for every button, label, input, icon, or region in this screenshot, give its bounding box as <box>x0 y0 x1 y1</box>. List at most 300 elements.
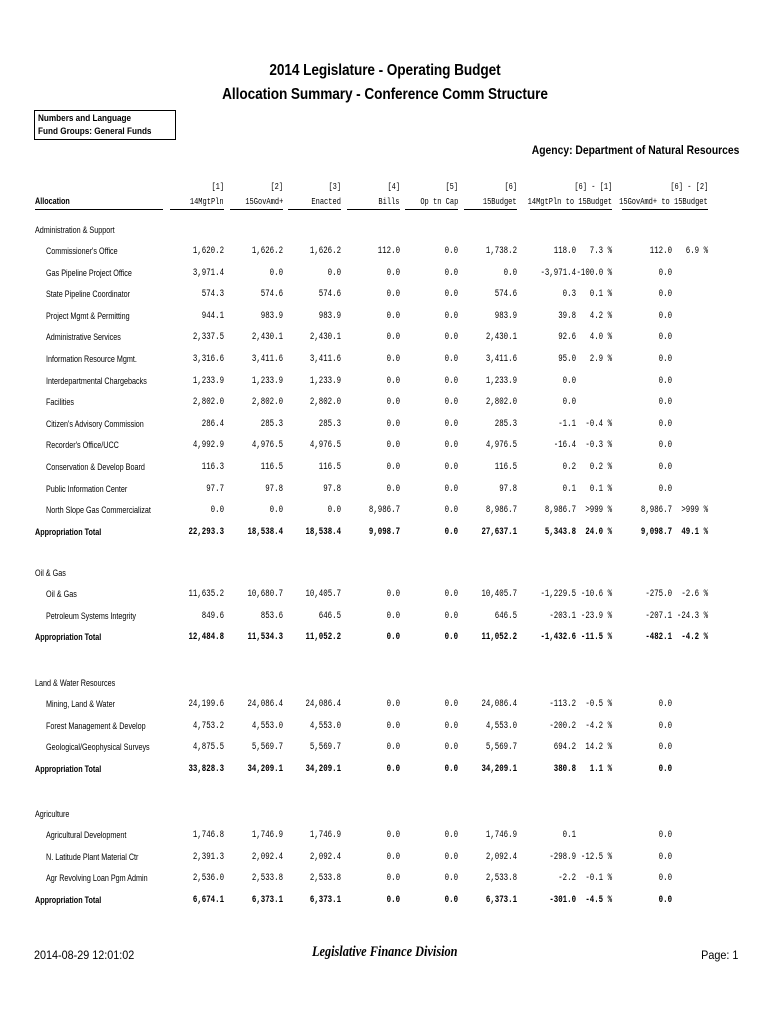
row-value: 116.3 <box>201 462 224 473</box>
row-value: 0.0 <box>658 763 672 775</box>
row-value: -0.5 % <box>585 699 612 710</box>
section-header <box>0 678 770 692</box>
row-value: 1,233.9 <box>192 375 224 387</box>
table-row <box>0 484 770 498</box>
row-value: 0.0 <box>386 462 400 473</box>
row-value: 2,802.0 <box>251 397 283 409</box>
row-value: 0.1 % <box>589 483 612 495</box>
row-value: 0.0 <box>386 589 400 600</box>
row-value: 92.6 <box>558 332 576 344</box>
row-value: 0.0 <box>444 763 458 775</box>
row-value: 0.0 <box>444 526 458 538</box>
row-value: 2,802.0 <box>485 397 517 409</box>
report-subtitle: Allocation Summary - Conference Comm Structure <box>222 86 548 103</box>
column-header-name: 14MgtPln <box>190 196 224 207</box>
row-value: -203.1 <box>549 610 576 622</box>
row-value: 0.0 <box>444 267 458 279</box>
row-value: 0.0 <box>444 873 458 885</box>
row-value: 0.0 <box>386 699 400 710</box>
row-value: 0.0 <box>658 873 672 885</box>
row-value: 0.0 <box>444 332 458 344</box>
fund-box-line1: Numbers and Language <box>38 113 132 124</box>
table-row <box>0 354 770 368</box>
row-value: 2,802.0 <box>309 397 341 409</box>
row-value: 5,569.7 <box>251 742 283 754</box>
table-row <box>0 376 770 390</box>
row-value: 0.0 <box>658 720 672 732</box>
row-value: 0.0 <box>444 589 458 600</box>
table-row <box>0 589 770 603</box>
table-row <box>0 419 770 433</box>
row-value: 11,052.2 <box>481 632 517 644</box>
row-label: Agr Revolving Loan Pgm Admin <box>46 873 148 884</box>
row-value: 4,976.5 <box>251 440 283 452</box>
row-value: 0.0 <box>658 332 672 344</box>
row-value: 8,986.7 <box>485 505 517 517</box>
row-value: 0.0 <box>386 851 400 863</box>
row-value: -1,432.6 <box>540 632 576 644</box>
row-value: -1,229.5 <box>540 589 576 600</box>
row-value: 1,746.9 <box>309 830 341 841</box>
row-value: -298.9 <box>549 851 576 863</box>
row-value: -1.1 <box>558 418 576 430</box>
row-label: Appropriation Total <box>35 894 102 905</box>
footer-datetime: 2014-08-29 12:01:02 <box>34 948 135 962</box>
row-value: 0.0 <box>444 742 458 754</box>
row-value: -2.6 % <box>681 589 708 600</box>
row-label: Oil & Gas <box>46 589 77 599</box>
row-value: 286.4 <box>201 418 224 430</box>
row-value: 12,484.8 <box>188 632 224 644</box>
column-header-name: 15Budget <box>483 196 517 207</box>
row-value: 0.0 <box>444 375 458 387</box>
footer-division <box>0 944 770 961</box>
row-value: 1,626.2 <box>251 246 283 257</box>
row-value: 285.3 <box>260 418 283 430</box>
row-value: 0.0 <box>562 375 576 387</box>
row-value: 0.0 <box>269 267 283 279</box>
row-value: 983.9 <box>260 310 283 322</box>
row-value: 1,233.9 <box>251 375 283 387</box>
row-value: 6,373.1 <box>251 894 283 906</box>
row-value: 2,092.4 <box>309 851 341 863</box>
row-value: 0.0 <box>444 246 458 257</box>
row-value: 4.0 % <box>589 332 612 344</box>
row-label: Project Mgmt & Permitting <box>46 310 130 321</box>
row-value: 2,802.0 <box>192 397 224 409</box>
row-value: 0.0 <box>444 851 458 863</box>
row-value: 11,052.2 <box>305 632 341 644</box>
row-value: 0.0 <box>210 505 224 517</box>
row-value: 1.1 % <box>589 763 612 775</box>
row-value: 34,209.1 <box>305 763 341 775</box>
column-header-name: Op tn Cap <box>420 196 458 207</box>
table-row <box>0 873 770 887</box>
footer-division-text: Legislative Finance Division <box>312 944 458 960</box>
row-value: 380.8 <box>553 763 576 775</box>
table-row <box>0 611 770 625</box>
row-value: 0.0 <box>444 830 458 841</box>
row-value: 853.6 <box>260 610 283 622</box>
row-value: 118.0 <box>553 246 576 257</box>
row-value: 4.2 % <box>589 310 612 322</box>
row-value: 1,746.8 <box>192 830 224 841</box>
row-value: 116.5 <box>494 462 517 473</box>
row-value: 0.0 <box>386 610 400 622</box>
row-value: 10,405.7 <box>481 589 517 600</box>
row-value: 7.3 % <box>589 246 612 257</box>
row-value: 4,553.0 <box>485 720 517 732</box>
row-value: 2,533.8 <box>485 873 517 885</box>
row-value: -23.9 % <box>580 610 612 622</box>
footer-page-number: Page: 1 <box>700 948 738 962</box>
row-value: 0.0 <box>658 354 672 365</box>
row-value: 646.5 <box>318 610 341 622</box>
row-value: -0.4 % <box>585 418 612 430</box>
row-value: -100.0 % <box>576 267 612 279</box>
row-value: 574.6 <box>260 289 283 301</box>
row-value: 24,086.4 <box>305 699 341 710</box>
row-label: Administration & Support <box>35 225 115 235</box>
row-value: 0.0 <box>327 505 341 517</box>
fund-box-line2: Fund Groups: General Funds <box>38 126 152 137</box>
row-label: Mining, Land & Water <box>46 699 115 709</box>
row-value: 116.5 <box>318 462 341 473</box>
row-value: 2,430.1 <box>485 332 517 344</box>
row-value: 3,411.6 <box>251 354 283 365</box>
column-header-name: 14MgtPln to 15Budget <box>527 196 612 207</box>
row-value: 0.0 <box>269 505 283 517</box>
row-value: 0.0 <box>658 742 672 754</box>
row-label: Interdepartmental Chargebacks <box>46 375 147 386</box>
row-value: -113.2 <box>549 699 576 710</box>
column-header-name: Enacted <box>311 196 341 207</box>
row-value: -4.2 % <box>585 720 612 732</box>
row-value: 5,343.8 <box>544 526 576 538</box>
row-value: 4,992.9 <box>192 440 224 452</box>
table-row <box>0 289 770 303</box>
row-value: 0.0 <box>444 462 458 473</box>
row-value: 0.0 <box>386 418 400 430</box>
row-value: 0.0 <box>658 289 672 301</box>
row-value: 0.0 <box>444 699 458 710</box>
row-value: 0.2 % <box>589 462 612 473</box>
row-value: 4,875.5 <box>192 742 224 754</box>
row-value: 0.0 <box>386 873 400 885</box>
row-value: 0.0 <box>444 397 458 409</box>
row-value: 5,569.7 <box>485 742 517 754</box>
row-value: 97.8 <box>323 483 341 495</box>
table-row <box>0 852 770 866</box>
row-value: 5,569.7 <box>309 742 341 754</box>
row-value: 285.3 <box>494 418 517 430</box>
row-label: Land & Water Resources <box>35 678 116 688</box>
row-value: 0.0 <box>386 632 400 644</box>
row-label: Commissioner's Office <box>46 246 118 256</box>
row-value: -16.4 <box>553 440 576 452</box>
row-value: 97.8 <box>265 483 283 495</box>
row-value: -482.1 <box>645 632 672 644</box>
row-value: 6,373.1 <box>485 894 517 906</box>
row-value: 0.0 <box>562 397 576 409</box>
row-value: 24,199.6 <box>188 699 224 710</box>
row-value: -2.2 <box>558 873 576 885</box>
row-value: 1,620.2 <box>192 246 224 257</box>
row-value: 33,828.3 <box>188 763 224 775</box>
row-value: 1,746.9 <box>251 830 283 841</box>
column-header-num: [6] <box>504 181 517 192</box>
row-value: 0.0 <box>386 763 400 775</box>
row-value: 646.5 <box>494 610 517 622</box>
row-value: 0.0 <box>386 440 400 452</box>
row-value: 983.9 <box>494 310 517 322</box>
row-label: Petroleum Systems Integrity <box>46 610 137 621</box>
row-label: Gas Pipeline Project Office <box>46 267 132 278</box>
row-label: North Slope Gas Commercializat <box>46 505 151 516</box>
row-value: 0.0 <box>503 267 517 279</box>
row-value: 0.0 <box>386 397 400 409</box>
row-value: 0.0 <box>386 742 400 754</box>
row-value: 0.0 <box>444 483 458 495</box>
row-value: 3,411.6 <box>485 354 517 365</box>
row-value: 8,986.7 <box>544 505 576 517</box>
row-label: Agricultural Development <box>46 830 127 840</box>
row-value: 0.0 <box>444 310 458 322</box>
row-value: 14.2 % <box>585 742 612 754</box>
row-value: 0.1 <box>562 483 576 495</box>
row-value: 8,986.7 <box>368 505 400 517</box>
row-value: -200.2 <box>549 720 576 732</box>
column-header-name: 15GovAmd+ <box>245 196 283 207</box>
row-label: Forest Management & Develop <box>46 720 146 731</box>
row-value: 34,209.1 <box>481 763 517 775</box>
row-value: 4,753.2 <box>192 720 224 732</box>
row-value: 2,391.3 <box>192 851 224 863</box>
row-value: 2,430.1 <box>251 332 283 344</box>
row-value: 2,536.0 <box>192 873 224 885</box>
row-value: 0.1 <box>562 830 576 841</box>
row-value: 0.0 <box>658 397 672 409</box>
report-title: 2014 Legislature - Operating Budget <box>269 62 501 79</box>
row-value: 116.5 <box>260 462 283 473</box>
table-row <box>0 332 770 346</box>
row-value: 0.0 <box>386 289 400 301</box>
row-label: Facilities <box>46 397 75 408</box>
row-value: 694.2 <box>553 742 576 754</box>
row-value: 97.7 <box>206 483 224 495</box>
row-value: 49.1 % <box>681 526 708 538</box>
row-label: Information Resource Mgmt. <box>46 354 137 364</box>
row-label: State Pipeline Coordinator <box>46 289 131 300</box>
row-value: 2,092.4 <box>485 851 517 863</box>
row-label: Oil & Gas <box>35 568 66 578</box>
row-value: >999 % <box>681 505 708 517</box>
row-value: 0.0 <box>444 440 458 452</box>
row-value: 0.0 <box>386 483 400 495</box>
row-value: -301.0 <box>549 894 576 906</box>
row-value: -11.5 % <box>580 632 612 644</box>
row-value: 1,746.9 <box>485 830 517 841</box>
row-value: 9,098.7 <box>640 526 672 538</box>
row-value: 112.0 <box>649 246 672 257</box>
row-label: Recorder's Office/UCC <box>46 440 119 451</box>
row-label: Conservation & Develop Board <box>46 462 145 472</box>
column-header-num: [1] <box>211 181 224 192</box>
row-value: 0.0 <box>444 894 458 906</box>
row-value: 0.0 <box>658 851 672 863</box>
row-value: 0.0 <box>658 310 672 322</box>
table-row <box>0 721 770 735</box>
table-row <box>0 699 770 713</box>
row-value: 849.6 <box>201 610 224 622</box>
row-value: 34,209.1 <box>247 763 283 775</box>
column-header-num: [4] <box>387 181 400 192</box>
row-value: 2,533.8 <box>309 873 341 885</box>
row-value: -24.3 % <box>676 610 708 622</box>
column-header-num: [2] <box>270 181 283 192</box>
row-value: -4.5 % <box>585 894 612 906</box>
row-value: -275.0 <box>645 589 672 600</box>
row-value: 6.9 % <box>685 246 708 257</box>
table-row <box>0 742 770 756</box>
row-value: 0.0 <box>386 310 400 322</box>
table-row <box>0 440 770 454</box>
row-label: Geological/Geophysical Surveys <box>46 742 150 753</box>
row-value: 0.0 <box>444 354 458 365</box>
row-value: 1,738.2 <box>485 246 517 257</box>
row-value: 2,430.1 <box>309 332 341 344</box>
row-label: Citizen's Advisory Commission <box>46 418 144 429</box>
row-label: N. Latitude Plant Material Ctr <box>46 851 139 862</box>
row-value: 1,233.9 <box>309 375 341 387</box>
row-value: 0.0 <box>386 375 400 387</box>
row-value: 0.0 <box>444 610 458 622</box>
row-value: -0.3 % <box>585 440 612 452</box>
row-value: 97.8 <box>499 483 517 495</box>
row-value: 11,635.2 <box>188 589 224 600</box>
column-header-num: [3] <box>328 181 341 192</box>
column-header-num: [6] - [1] <box>574 181 612 192</box>
row-value: 0.0 <box>444 720 458 732</box>
section-header <box>0 568 770 582</box>
row-value: 0.0 <box>658 462 672 473</box>
row-value: 0.1 % <box>589 289 612 301</box>
column-header-num: [6] - [2] <box>670 181 708 192</box>
row-value: 0.0 <box>386 894 400 906</box>
row-value: 10,680.7 <box>247 589 283 600</box>
row-value: 0.0 <box>658 483 672 495</box>
column-header-name: 15GovAmd+ to 15Budget <box>619 196 708 207</box>
row-value: 18,538.4 <box>305 526 341 538</box>
row-value: 0.0 <box>386 830 400 841</box>
appropriation-total-row <box>0 632 770 646</box>
row-value: 10,405.7 <box>305 589 341 600</box>
table-row <box>0 246 770 260</box>
appropriation-total-row <box>0 895 770 909</box>
column-header-num: [5] <box>445 181 458 192</box>
row-value: 0.0 <box>658 267 672 279</box>
row-value: 4,553.0 <box>251 720 283 732</box>
section-header <box>0 225 770 239</box>
row-value: 11,534.3 <box>247 632 283 644</box>
row-value: 2,533.8 <box>251 873 283 885</box>
row-label: Public Information Center <box>46 483 128 494</box>
row-value: 1,626.2 <box>309 246 341 257</box>
row-value: 0.2 <box>562 462 576 473</box>
row-value: 3,316.6 <box>192 354 224 365</box>
row-label: Administrative Services <box>46 332 121 343</box>
row-value: -12.5 % <box>580 851 612 863</box>
row-value: 0.0 <box>444 289 458 301</box>
row-value: 6,373.1 <box>309 894 341 906</box>
row-value: 0.0 <box>658 894 672 906</box>
row-value: 9,098.7 <box>368 526 400 538</box>
row-value: -0.1 % <box>585 873 612 885</box>
table-row <box>0 311 770 325</box>
row-value: -3,971.4 <box>540 267 576 279</box>
row-value: 4,976.5 <box>309 440 341 452</box>
row-value: 0.0 <box>658 440 672 452</box>
row-value: 0.3 <box>562 289 576 301</box>
table-row <box>0 505 770 519</box>
row-value: 8,986.7 <box>640 505 672 517</box>
allocation-header: Allocation <box>35 196 70 206</box>
row-value: 574.6 <box>494 289 517 301</box>
row-value: 2,337.5 <box>192 332 224 344</box>
row-value: 0.0 <box>386 354 400 365</box>
table-row <box>0 830 770 844</box>
row-value: 24,086.4 <box>247 699 283 710</box>
row-value: 95.0 <box>558 354 576 365</box>
row-value: 0.0 <box>444 632 458 644</box>
agency-label: Agency: Department of Natural Resources <box>531 143 739 157</box>
row-value: 0.0 <box>386 720 400 732</box>
section-header <box>0 809 770 823</box>
row-value: 3,411.6 <box>309 354 341 365</box>
row-value: 4,553.0 <box>309 720 341 732</box>
row-value: 0.0 <box>386 332 400 344</box>
appropriation-total-row <box>0 764 770 778</box>
row-value: 0.0 <box>386 267 400 279</box>
row-value: 24,086.4 <box>481 699 517 710</box>
row-value: 2,092.4 <box>251 851 283 863</box>
row-value: 24.0 % <box>585 526 612 538</box>
row-value: 0.0 <box>444 505 458 517</box>
row-label: Appropriation Total <box>35 526 102 537</box>
row-value: 0.0 <box>327 267 341 279</box>
row-value: 574.6 <box>318 289 341 301</box>
row-value: 0.0 <box>658 699 672 710</box>
row-value: 6,674.1 <box>192 894 224 906</box>
row-value: 2.9 % <box>589 354 612 365</box>
row-value: 574.3 <box>201 289 224 301</box>
row-value: 22,293.3 <box>188 526 224 538</box>
row-value: 0.0 <box>658 418 672 430</box>
row-value: 983.9 <box>318 310 341 322</box>
table-row <box>0 397 770 411</box>
row-value: 944.1 <box>201 310 224 322</box>
row-value: >999 % <box>585 505 612 517</box>
row-label: Agriculture <box>35 809 70 819</box>
table-row <box>0 462 770 476</box>
row-value: 4,976.5 <box>485 440 517 452</box>
row-value: 39.8 <box>558 310 576 322</box>
row-label: Appropriation Total <box>35 763 102 774</box>
row-value: -207.1 <box>645 610 672 622</box>
row-value: 18,538.4 <box>247 526 283 538</box>
row-value: 0.0 <box>658 830 672 841</box>
row-label: Appropriation Total <box>35 632 102 643</box>
